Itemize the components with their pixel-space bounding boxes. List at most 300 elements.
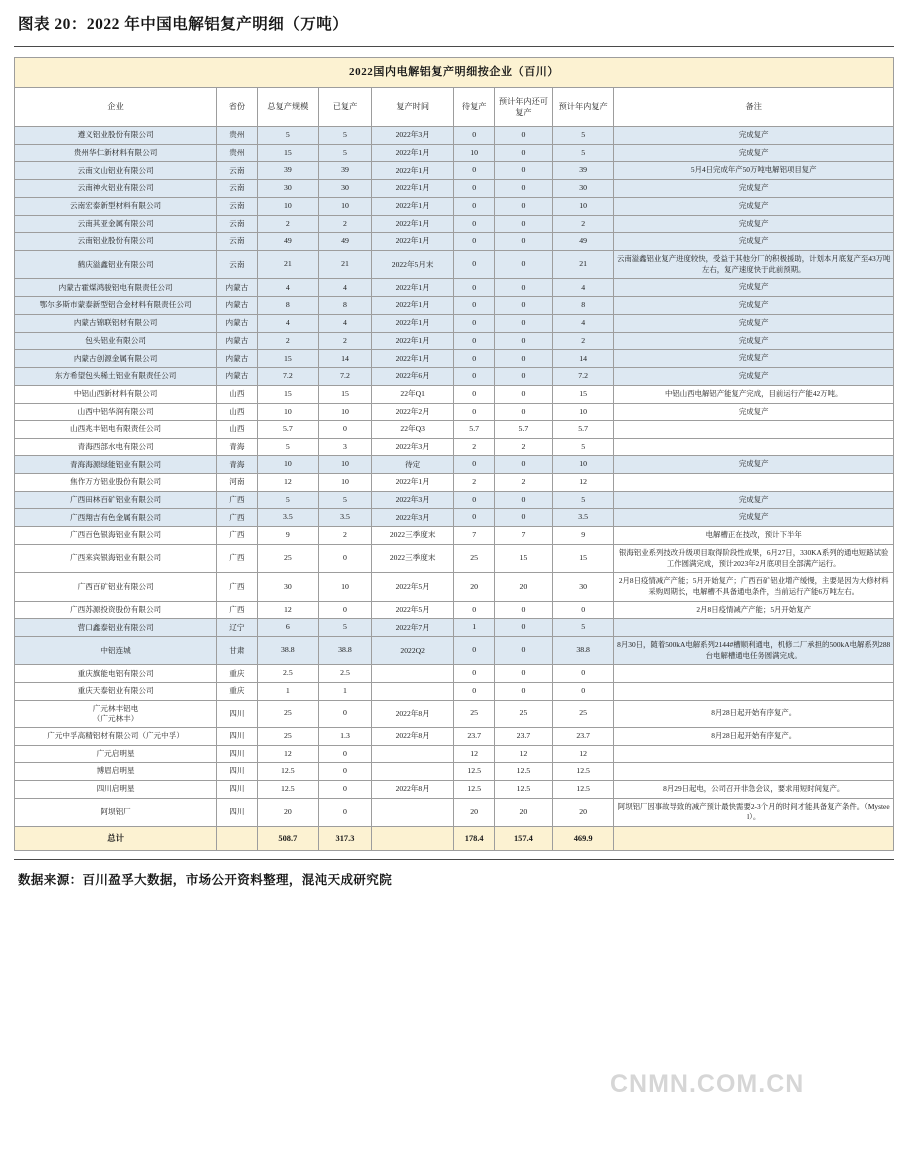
cell-total-scale: 10 — [257, 403, 319, 421]
cell-resume-time: 2022年1月 — [371, 162, 454, 180]
cell-pending: 0 — [454, 314, 494, 332]
cell-est-more-this-year: 0 — [494, 180, 552, 198]
table-row — [15, 544, 894, 572]
cell-resume-time: 2022年1月 — [371, 197, 454, 215]
total-province — [217, 826, 257, 850]
cell-resumed: 1.3 — [319, 728, 372, 746]
table-row — [15, 665, 894, 683]
cell-est-this-year: 30 — [552, 180, 614, 198]
cell-company: 山西中铝华润有限公司 — [15, 403, 217, 421]
cell-company: 广西来宾银海铝业有限公司 — [15, 544, 217, 572]
cell-est-more-this-year: 0 — [494, 297, 552, 315]
column-header-remarks: 备注 — [614, 87, 894, 126]
cell-est-more-this-year: 20 — [494, 573, 552, 601]
cell-est-this-year: 5 — [552, 438, 614, 456]
table-row — [15, 438, 894, 456]
cell-est-more-this-year: 20 — [494, 798, 552, 826]
cell-resumed: 49 — [319, 233, 372, 251]
cell-company: 博眉启明星 — [15, 763, 217, 781]
cell-remarks: 5月4日完成年产50万吨电解铝项目复产 — [614, 162, 894, 180]
cell-total-scale: 15 — [257, 350, 319, 368]
cell-total-scale: 25 — [257, 544, 319, 572]
cell-remarks: 完成复产 — [614, 297, 894, 315]
cell-company: 广西苏源投资股份有限公司 — [15, 601, 217, 619]
cell-resumed: 10 — [319, 456, 372, 474]
cell-company: 营口鑫泰铝业有限公司 — [15, 619, 217, 637]
cell-resumed: 1 — [319, 682, 372, 700]
cell-est-this-year: 10 — [552, 197, 614, 215]
cell-est-this-year: 12 — [552, 745, 614, 763]
cell-province: 辽宁 — [217, 619, 257, 637]
table-row — [15, 385, 894, 403]
table-row — [15, 573, 894, 601]
cell-total-scale: 49 — [257, 233, 319, 251]
cell-pending: 0 — [454, 297, 494, 315]
cell-pending: 0 — [454, 665, 494, 683]
cell-est-more-this-year: 0 — [494, 279, 552, 297]
cell-resume-time: 2022三季度末 — [371, 527, 454, 545]
cell-resume-time: 2022年1月 — [371, 350, 454, 368]
table-row — [15, 780, 894, 798]
cell-resume-time: 2022年1月 — [371, 314, 454, 332]
cell-resume-time: 2022年3月 — [371, 509, 454, 527]
cell-est-more-this-year: 0 — [494, 403, 552, 421]
cell-remarks: 完成复产 — [614, 491, 894, 509]
cell-resume-time: 待定 — [371, 456, 454, 474]
cell-pending: 2 — [454, 474, 494, 492]
table-row — [15, 297, 894, 315]
cell-province: 四川 — [217, 780, 257, 798]
cell-remarks: 8月29日起电，公司召开非急会议，要求用短时间复产。 — [614, 780, 894, 798]
cell-resume-time — [371, 665, 454, 683]
cell-est-more-this-year: 5.7 — [494, 421, 552, 439]
cell-pending: 12 — [454, 745, 494, 763]
cell-est-more-this-year: 0 — [494, 619, 552, 637]
cell-est-more-this-year: 0 — [494, 162, 552, 180]
title-divider — [14, 46, 894, 47]
cell-pending: 0 — [454, 509, 494, 527]
table-row — [15, 144, 894, 162]
cell-pending: 0 — [454, 350, 494, 368]
cell-resumed: 2.5 — [319, 665, 372, 683]
cell-pending: 5.7 — [454, 421, 494, 439]
cell-company: 云南宏泰新型材料有限公司 — [15, 197, 217, 215]
cell-est-more-this-year: 0 — [494, 350, 552, 368]
column-header-resume-time: 复产时间 — [371, 87, 454, 126]
cell-pending: 0 — [454, 491, 494, 509]
cell-pending: 0 — [454, 215, 494, 233]
table-row — [15, 527, 894, 545]
cell-est-this-year: 21 — [552, 250, 614, 278]
cell-province: 广西 — [217, 601, 257, 619]
table-row — [15, 745, 894, 763]
cell-remarks: 电解槽正在技改，预计下半年 — [614, 527, 894, 545]
cell-est-this-year: 25 — [552, 700, 614, 728]
cell-resumed: 10 — [319, 474, 372, 492]
cell-pending: 7 — [454, 527, 494, 545]
cell-resume-time: 2022年1月 — [371, 279, 454, 297]
column-header-est-more-this-year: 预计年内还可复产 — [494, 87, 552, 126]
cell-remarks — [614, 474, 894, 492]
cell-est-this-year: 10 — [552, 403, 614, 421]
cell-company: 东方希望包头稀土铝业有限责任公司 — [15, 368, 217, 386]
cell-resume-time: 2022年1月 — [371, 297, 454, 315]
cell-remarks: 完成复产 — [614, 332, 894, 350]
cell-company: 阿坝铝厂 — [15, 798, 217, 826]
cell-remarks: 完成复产 — [614, 314, 894, 332]
cell-pending: 25 — [454, 544, 494, 572]
cell-resumed: 0 — [319, 745, 372, 763]
cell-total-scale: 12.5 — [257, 780, 319, 798]
cell-resumed: 0 — [319, 780, 372, 798]
cell-resume-time: 2022年6月 — [371, 368, 454, 386]
cell-province: 四川 — [217, 700, 257, 728]
cell-company: 内蒙古霍煤鸿骏铝电有限责任公司 — [15, 279, 217, 297]
cell-est-this-year: 8 — [552, 297, 614, 315]
cell-est-more-this-year: 12 — [494, 745, 552, 763]
cell-resume-time — [371, 745, 454, 763]
cell-est-more-this-year: 0 — [494, 233, 552, 251]
cell-company: 广元中孚高精铝材有限公司（广元中孚） — [15, 728, 217, 746]
cell-company: 广元林丰铝电 （广元林丰） — [15, 700, 217, 728]
cell-est-more-this-year: 15 — [494, 544, 552, 572]
cell-est-more-this-year: 0 — [494, 385, 552, 403]
table-row — [15, 215, 894, 233]
cell-est-this-year: 9 — [552, 527, 614, 545]
cell-resumed: 10 — [319, 403, 372, 421]
cell-remarks — [614, 421, 894, 439]
cell-total-scale: 30 — [257, 573, 319, 601]
cell-province: 内蒙古 — [217, 332, 257, 350]
cell-est-more-this-year: 23.7 — [494, 728, 552, 746]
column-header-province: 省份 — [217, 87, 257, 126]
table-row — [15, 763, 894, 781]
cell-total-scale: 5 — [257, 438, 319, 456]
table-body — [15, 58, 894, 851]
cell-resumed: 2 — [319, 332, 372, 350]
cell-est-more-this-year: 25 — [494, 700, 552, 728]
cell-company: 云南文山铝业有限公司 — [15, 162, 217, 180]
cell-resume-time: 2022年8月 — [371, 700, 454, 728]
table-row — [15, 637, 894, 665]
cell-resume-time: 2022年8月 — [371, 780, 454, 798]
cell-est-this-year: 12 — [552, 474, 614, 492]
cell-est-more-this-year: 0 — [494, 601, 552, 619]
cell-company: 青海海源绿能铝业有限公司 — [15, 456, 217, 474]
cell-resumed: 4 — [319, 314, 372, 332]
cell-remarks: 8月28日起开始有序复产。 — [614, 700, 894, 728]
cell-remarks: 完成复产 — [614, 403, 894, 421]
table-banner-row — [15, 58, 894, 88]
cell-company: 重庆天泰铝业有限公司 — [15, 682, 217, 700]
table-row — [15, 509, 894, 527]
cell-est-this-year: 2 — [552, 215, 614, 233]
cell-remarks — [614, 763, 894, 781]
cell-resume-time — [371, 682, 454, 700]
cell-est-this-year: 3.5 — [552, 509, 614, 527]
table-row — [15, 619, 894, 637]
cell-est-more-this-year: 0 — [494, 215, 552, 233]
cell-province: 四川 — [217, 798, 257, 826]
total-est-this-year: 469.9 — [552, 826, 614, 850]
cell-est-more-this-year: 0 — [494, 250, 552, 278]
cell-pending: 10 — [454, 144, 494, 162]
column-header-total-scale: 总复产规模 — [257, 87, 319, 126]
cell-est-this-year: 0 — [552, 665, 614, 683]
cell-resume-time: 2022年5月末 — [371, 250, 454, 278]
cell-remarks: 2月8日疫情减产产能；5月开始复产；广西百矿铝业增产缓慢，主要是因为大修材料采购周期长，电解槽不具备通电条件，当前运行产能6万吨左右。 — [614, 573, 894, 601]
cell-total-scale: 10 — [257, 197, 319, 215]
cell-total-scale: 20 — [257, 798, 319, 826]
cell-remarks: 完成复产 — [614, 279, 894, 297]
cell-resumed: 0 — [319, 421, 372, 439]
cell-company: 内蒙古创源金属有限公司 — [15, 350, 217, 368]
cell-total-scale: 25 — [257, 700, 319, 728]
cell-province: 内蒙古 — [217, 368, 257, 386]
cell-remarks — [614, 619, 894, 637]
cell-total-scale: 2 — [257, 215, 319, 233]
cell-company: 遵义铝业股份有限公司 — [15, 126, 217, 144]
cell-est-this-year: 0 — [552, 601, 614, 619]
cell-pending: 2 — [454, 438, 494, 456]
cell-province: 内蒙古 — [217, 314, 257, 332]
cell-total-scale: 2.5 — [257, 665, 319, 683]
total-total-scale: 508.7 — [257, 826, 319, 850]
cell-province: 河南 — [217, 474, 257, 492]
table-row — [15, 700, 894, 728]
table-row — [15, 798, 894, 826]
cell-company: 青海西部水电有限公司 — [15, 438, 217, 456]
cell-remarks: 完成复产 — [614, 215, 894, 233]
cell-resume-time: 2022年8月 — [371, 728, 454, 746]
cell-est-this-year: 38.8 — [552, 637, 614, 665]
cell-total-scale: 12 — [257, 745, 319, 763]
cell-est-more-this-year: 12.5 — [494, 780, 552, 798]
cell-resumed: 5 — [319, 491, 372, 509]
cell-company: 云南其亚金属有限公司 — [15, 215, 217, 233]
cell-province: 青海 — [217, 438, 257, 456]
cell-province: 山西 — [217, 421, 257, 439]
cell-resume-time: 2022年1月 — [371, 180, 454, 198]
cell-pending: 0 — [454, 682, 494, 700]
cell-company: 鹤庆溢鑫铝业有限公司 — [15, 250, 217, 278]
cell-total-scale: 9 — [257, 527, 319, 545]
cell-total-scale: 39 — [257, 162, 319, 180]
cell-total-scale: 5 — [257, 126, 319, 144]
cell-resumed: 3 — [319, 438, 372, 456]
table-row — [15, 332, 894, 350]
cell-est-this-year: 7.2 — [552, 368, 614, 386]
table-row — [15, 474, 894, 492]
cell-province: 广西 — [217, 509, 257, 527]
cell-company: 焦作万方铝业股份有限公司 — [15, 474, 217, 492]
cell-company: 重庆旗能电铝有限公司 — [15, 665, 217, 683]
table-row — [15, 126, 894, 144]
table-row — [15, 682, 894, 700]
cell-est-more-this-year: 0 — [494, 144, 552, 162]
table-row — [15, 403, 894, 421]
cell-remarks: 阿坝铝厂因事故导致的减产预计最快需要2-3个月的时间才能具备复产条件。（Mysteel）。 — [614, 798, 894, 826]
cell-province: 云南 — [217, 233, 257, 251]
cell-total-scale: 12.5 — [257, 763, 319, 781]
total-resumed: 317.3 — [319, 826, 372, 850]
cell-resumed: 0 — [319, 700, 372, 728]
cell-remarks: 完成复产 — [614, 180, 894, 198]
figure-title-block — [0, 0, 908, 40]
cell-remarks: 8月30日，随着500kA电解系列2144#槽顺利通电，机修二厂承担的500kA电解系列288台电解槽通电任务圆满完成。 — [614, 637, 894, 665]
table-row — [15, 601, 894, 619]
cell-company: 广西翔吉有色金属有限公司 — [15, 509, 217, 527]
cell-resumed: 15 — [319, 385, 372, 403]
cell-total-scale: 4 — [257, 279, 319, 297]
cell-resumed: 14 — [319, 350, 372, 368]
table-row — [15, 233, 894, 251]
cell-province: 贵州 — [217, 126, 257, 144]
cell-resumed: 38.8 — [319, 637, 372, 665]
cell-company: 广西百色银海铝业有限公司 — [15, 527, 217, 545]
total-est-more-this-year: 157.4 — [494, 826, 552, 850]
cell-resumed: 2 — [319, 215, 372, 233]
cell-remarks: 银海铝业系列技改升级项目取得阶段性成果，6月27日，330KA系列的通电短路试验工作圆满完成，预计2023年2月底项目全部满产运行。 — [614, 544, 894, 572]
cell-company: 包头铝业有限公司 — [15, 332, 217, 350]
cell-pending: 0 — [454, 279, 494, 297]
cell-company: 中铝连城 — [15, 637, 217, 665]
total-resume-time — [371, 826, 454, 850]
cell-pending: 0 — [454, 637, 494, 665]
cell-pending: 20 — [454, 573, 494, 601]
cell-est-this-year: 30 — [552, 573, 614, 601]
cell-pending: 0 — [454, 197, 494, 215]
cell-est-more-this-year: 7 — [494, 527, 552, 545]
cell-province: 山西 — [217, 385, 257, 403]
cell-remarks — [614, 438, 894, 456]
table-total-row — [15, 826, 894, 850]
cell-resume-time: 2022Q2 — [371, 637, 454, 665]
cell-resume-time: 2022年3月 — [371, 126, 454, 144]
table-row — [15, 279, 894, 297]
cell-est-this-year: 0 — [552, 682, 614, 700]
cell-province: 云南 — [217, 250, 257, 278]
cell-company: 广元启明星 — [15, 745, 217, 763]
cell-remarks: 中铝山西电解铝产能复产完成，目前运行产能42万吨。 — [614, 385, 894, 403]
cell-resume-time: 2022年2月 — [371, 403, 454, 421]
cell-est-this-year: 12.5 — [552, 763, 614, 781]
cell-est-this-year: 2 — [552, 332, 614, 350]
cell-est-this-year: 10 — [552, 456, 614, 474]
cell-resumed: 10 — [319, 573, 372, 601]
cell-province: 四川 — [217, 728, 257, 746]
cell-company: 云南铝业股份有限公司 — [15, 233, 217, 251]
cell-est-this-year: 5.7 — [552, 421, 614, 439]
cell-est-more-this-year: 0 — [494, 682, 552, 700]
cell-est-more-this-year: 0 — [494, 637, 552, 665]
cell-total-scale: 30 — [257, 180, 319, 198]
cell-pending: 0 — [454, 126, 494, 144]
cell-resumed: 2 — [319, 527, 372, 545]
table-row — [15, 314, 894, 332]
cell-resumed: 8 — [319, 297, 372, 315]
cell-resumed: 5 — [319, 126, 372, 144]
table-row — [15, 456, 894, 474]
cell-pending: 0 — [454, 233, 494, 251]
data-source-note: 数据来源：百川盈孚大数据，市场公开资料整理，混沌天成研究院 — [18, 873, 393, 888]
cell-resume-time: 2022年1月 — [371, 215, 454, 233]
cell-pending: 0 — [454, 368, 494, 386]
cell-company: 四川启明星 — [15, 780, 217, 798]
cell-pending: 0 — [454, 332, 494, 350]
cell-remarks: 完成复产 — [614, 368, 894, 386]
table-row — [15, 728, 894, 746]
cell-province: 内蒙古 — [217, 297, 257, 315]
cell-pending: 0 — [454, 385, 494, 403]
cell-resumed: 0 — [319, 798, 372, 826]
cell-remarks: 完成复产 — [614, 456, 894, 474]
cell-province: 广西 — [217, 491, 257, 509]
cell-est-more-this-year: 2 — [494, 438, 552, 456]
cell-remarks: 完成复产 — [614, 197, 894, 215]
cell-pending: 20 — [454, 798, 494, 826]
cell-province: 云南 — [217, 180, 257, 198]
cell-province: 山西 — [217, 403, 257, 421]
table-row — [15, 421, 894, 439]
cell-province: 广西 — [217, 573, 257, 601]
cell-est-this-year: 12.5 — [552, 780, 614, 798]
cell-resumed: 10 — [319, 197, 372, 215]
cell-resumed: 0 — [319, 544, 372, 572]
cell-province: 四川 — [217, 745, 257, 763]
cell-province: 内蒙古 — [217, 350, 257, 368]
cell-resume-time: 2022年1月 — [371, 144, 454, 162]
table-header-row — [15, 87, 894, 126]
cell-resumed: 5 — [319, 144, 372, 162]
table-row — [15, 180, 894, 198]
column-header-company: 企业 — [15, 87, 217, 126]
page-title: 图表 20：2022 年中国电解铝复产明细（万吨） — [18, 16, 349, 33]
cell-company: 山西兆丰铝电有限责任公司 — [15, 421, 217, 439]
cell-est-more-this-year: 0 — [494, 197, 552, 215]
cell-remarks — [614, 682, 894, 700]
cell-total-scale: 12 — [257, 474, 319, 492]
cell-remarks — [614, 745, 894, 763]
cell-province: 重庆 — [217, 682, 257, 700]
total-remarks — [614, 826, 894, 850]
cell-resumed: 5 — [319, 619, 372, 637]
cell-company: 贵州华仁新材料有限公司 — [15, 144, 217, 162]
cell-resumed: 7.2 — [319, 368, 372, 386]
cell-resumed: 0 — [319, 601, 372, 619]
cell-pending: 23.7 — [454, 728, 494, 746]
cell-resumed: 21 — [319, 250, 372, 278]
cell-resume-time: 2022年1月 — [371, 233, 454, 251]
cell-remarks: 完成复产 — [614, 233, 894, 251]
cell-resume-time — [371, 798, 454, 826]
cell-province: 四川 — [217, 763, 257, 781]
cell-province: 云南 — [217, 197, 257, 215]
cell-est-this-year: 15 — [552, 385, 614, 403]
cell-est-more-this-year: 0 — [494, 314, 552, 332]
cell-total-scale: 15 — [257, 144, 319, 162]
cell-resume-time — [371, 763, 454, 781]
cell-province: 云南 — [217, 215, 257, 233]
cell-pending: 0 — [454, 601, 494, 619]
cell-est-this-year: 39 — [552, 162, 614, 180]
cell-resumed: 39 — [319, 162, 372, 180]
cell-est-this-year: 5 — [552, 491, 614, 509]
cell-est-this-year: 4 — [552, 314, 614, 332]
total-pending: 178.4 — [454, 826, 494, 850]
cell-company: 广西田林百矿铝业有限公司 — [15, 491, 217, 509]
cell-resume-time: 2022年7月 — [371, 619, 454, 637]
